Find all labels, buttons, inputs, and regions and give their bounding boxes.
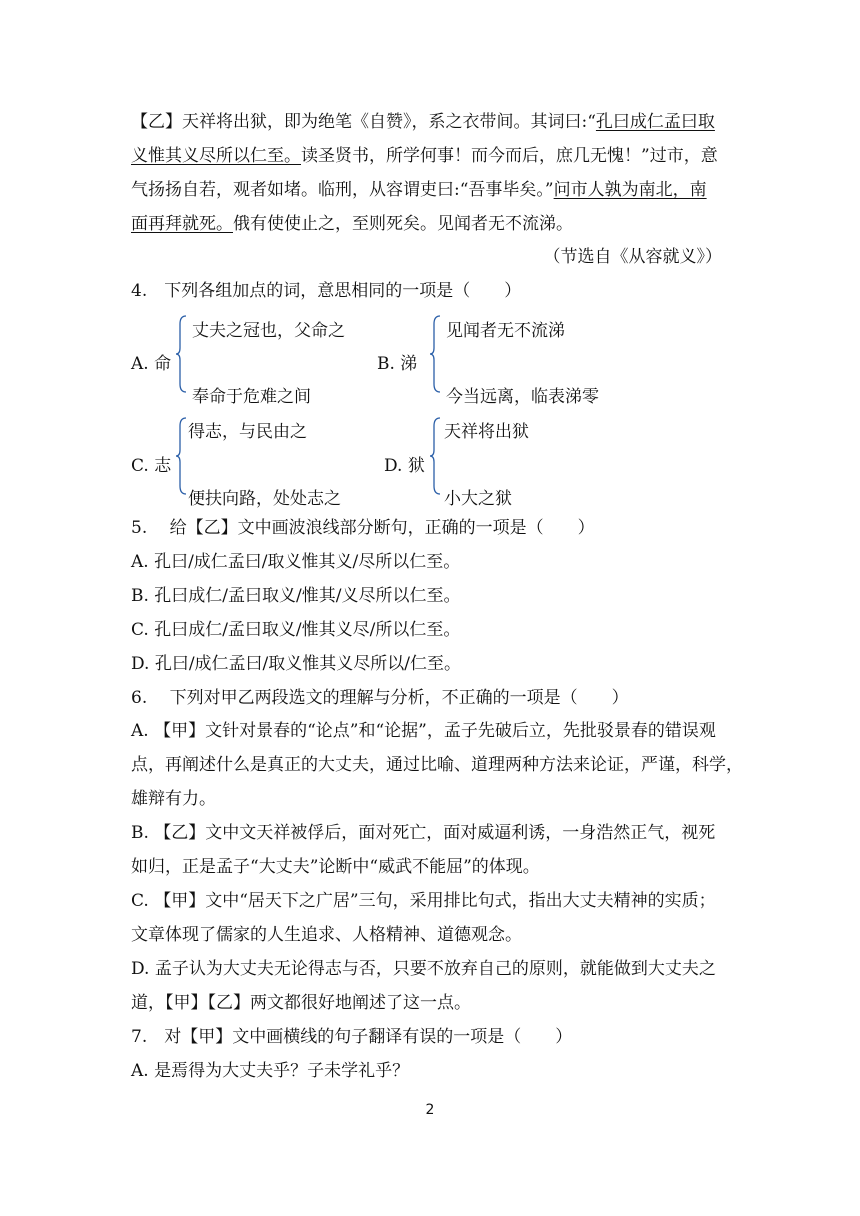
q6-option-b-line1: B. 【乙】文中文天祥被俘后，面对死亡，面对威逼利诱，一身浩然正气，视死 xyxy=(131,823,716,843)
q4-stem: 4. 下列各组加点的词，意思相同的一项是（ ） xyxy=(131,281,522,301)
passage-line-1 xyxy=(131,112,715,132)
underlined-text: 面再拜就死。 xyxy=(131,214,233,234)
q4-option-a-bottom: 奉命于危难之间 xyxy=(192,387,311,407)
q4-option-c-label: C. 志 xyxy=(131,456,172,476)
brace-icon xyxy=(176,314,188,394)
brace-icon xyxy=(176,416,188,496)
passage-text: 【乙】天祥将出狱，即为绝笔《自赞》，系之衣带间。其词曰:“ xyxy=(131,112,596,132)
q4-option-d-label: D. 狱 xyxy=(384,456,425,476)
q6-option-d-line1: D. 孟子认为大丈夫无论得志与否，只要不放弃自己的原则，就能做到大丈夫之 xyxy=(131,959,716,979)
q6-option-a-line2: 点，再阐述什么是真正的大丈夫，通过比喻、道理两种方法来论证，严谨，科学， xyxy=(131,755,743,775)
q6-stem: 6. 下列对甲乙两段选文的理解与分析，不正确的一项是（ ） xyxy=(131,688,629,708)
q5-stem: 5. 给【乙】文中画波浪线部分断句，正确的一项是（ ） xyxy=(131,518,595,538)
q4-option-b-bottom: 今当远离，临表涕零 xyxy=(446,387,599,407)
passage-text: 气扬扬自若，观者如堵。临刑，从容谓吏曰:“吾事毕矣。” xyxy=(131,180,554,200)
q4-option-d-top: 天祥将出狱 xyxy=(444,422,529,442)
passage-source: （节选自《从容就义》） xyxy=(543,247,722,267)
q4-option-a-label: A. 命 xyxy=(131,354,172,374)
brace-icon xyxy=(430,416,442,496)
page-number: 2 xyxy=(425,1102,435,1118)
q6-option-c-line1: C. 【甲】文中“居天下之广居”三句，采用排比句式，指出大丈夫精神的实质； xyxy=(131,891,716,911)
q7-option-a: A. 是焉得为大丈夫乎？子未学礼乎？ xyxy=(131,1061,410,1081)
q4-option-d-bottom: 小大之狱 xyxy=(444,489,512,509)
q5-option-d: D. 孔曰/成仁孟曰/取义惟其义尽所以/仁至。 xyxy=(131,654,462,674)
passage-line-4 xyxy=(131,214,573,234)
q4-option-c-bottom: 便扶向路，处处志之 xyxy=(188,489,341,509)
q4-option-a-top: 丈夫之冠也，父命之 xyxy=(192,321,345,341)
q6-option-c-line2: 文章体现了儒家的人生追求、人格精神、道德观念。 xyxy=(131,925,522,945)
underlined-text: 问市人孰为南北，南 xyxy=(553,180,707,200)
q6-option-b-line2: 如归，正是孟子“大丈夫”论断中“威武不能屈”的体现。 xyxy=(131,857,540,877)
q7-stem: 7. 对【甲】文中画横线的句子翻译有误的一项是（ ） xyxy=(131,1027,573,1047)
q6-option-a-line1: A. 【甲】文针对景春的“论点”和“论据”，孟子先破后立，先批驳景春的错误观 xyxy=(131,721,716,741)
q6-option-a-line3: 雄辩有力。 xyxy=(131,789,216,809)
q6-option-d-line2: 道，【甲】【乙】两文都很好地阐述了这一点。 xyxy=(131,993,471,1013)
q5-option-c: C. 孔曰成仁/孟曰取义/惟其义尽/所以仁至。 xyxy=(131,620,461,640)
q5-option-b: B. 孔曰成仁/孟曰取义/惟其/义尽所以仁至。 xyxy=(131,586,461,606)
wavy-underlined-text: 义惟其义尽所以仁至。 xyxy=(131,146,301,166)
passage-line-3 xyxy=(131,180,707,200)
q4-option-b-label: B. 涕 xyxy=(377,354,418,374)
passage-text: 俄有使使止之，至则死矣。见闻者无不流涕。 xyxy=(233,214,573,234)
brace-icon xyxy=(430,314,442,394)
passage-line-2 xyxy=(131,146,718,166)
passage-text: 读圣贤书，所学何事！而今而后，庶几无愧！”过市，意 xyxy=(301,146,718,166)
wavy-underlined-text: 孔曰成仁孟曰取 xyxy=(595,112,715,132)
q4-option-c-top: 得志，与民由之 xyxy=(188,422,307,442)
q4-option-b-top: 见闻者无不流涕 xyxy=(446,321,565,341)
q5-option-a: A. 孔曰/成仁孟曰/取义惟其义/尽所以仁至。 xyxy=(131,552,461,572)
